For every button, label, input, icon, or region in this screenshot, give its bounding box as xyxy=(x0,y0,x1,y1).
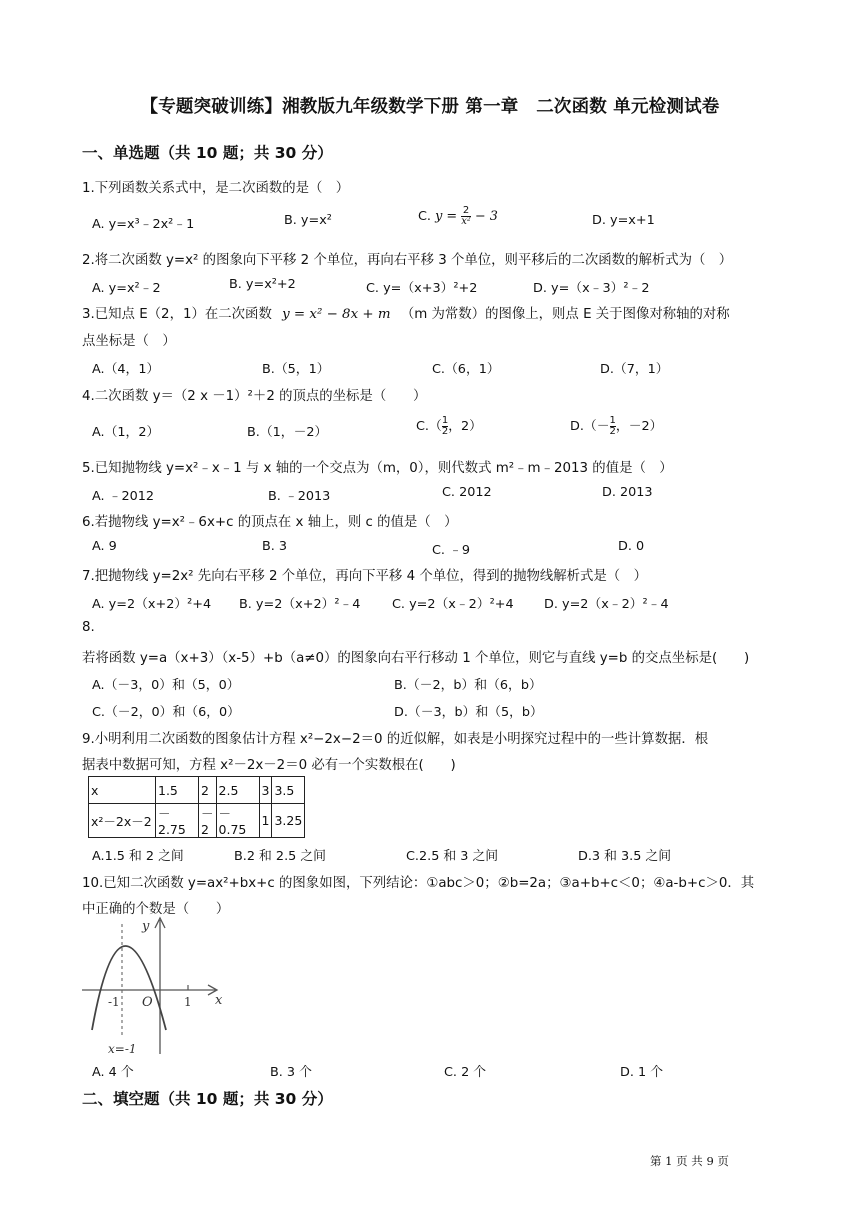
q3-option-c: C.（6，1） xyxy=(432,362,500,377)
q9-option-b: B.2 和 2.5 之间 xyxy=(234,849,326,864)
q10-option-a: A. 4 个 xyxy=(92,1065,134,1080)
tick-label-1: 1 xyxy=(184,995,192,1009)
symmetry-axis-label: x=-1 xyxy=(108,1042,137,1056)
question-3-stem-continued: 点坐标是（ ） xyxy=(82,334,176,349)
question-4-stem: 4.二次函数 y＝（2 x －1）²＋2 的顶点的坐标是（ ） xyxy=(82,389,427,404)
x-axis-label: x xyxy=(215,993,223,1008)
q1-option-b: B. y=x² xyxy=(284,213,332,228)
q5-option-b: B. ﹣2013 xyxy=(268,489,331,504)
table-cell: 2.5 xyxy=(216,777,259,804)
table-cell: x xyxy=(89,777,156,804)
q6-option-b: B. 3 xyxy=(262,539,288,554)
origin-label: O xyxy=(142,995,153,1010)
q1-option-d: D. y=x+1 xyxy=(592,213,655,228)
q3-option-a: A.（4，1） xyxy=(92,362,160,377)
q5-option-a: A. ﹣2012 xyxy=(92,489,155,504)
q4-option-d: D.（－ $\frac{1}{2}$ ，－2） xyxy=(570,415,663,437)
section-heading-single-choice: 一、单选题（共 10 题；共 30 分） xyxy=(82,144,333,162)
question-8-number: 8. xyxy=(82,620,95,635)
data-table xyxy=(88,776,305,838)
table-cell: 3.5 xyxy=(272,777,305,804)
page-footer: 第 1 页 共 9 页 xyxy=(650,1154,729,1168)
table-cell: 2 xyxy=(199,777,217,804)
q5-option-c: C. 2012 xyxy=(442,485,492,500)
parabola-graph xyxy=(78,912,228,1060)
table-row xyxy=(89,777,305,804)
question-9-stem-continued: 据表中数据可知，方程 x²－2x－2＝0 必有一个实数根在( ) xyxy=(82,758,456,773)
table-cell: －2.75 xyxy=(156,804,199,838)
q3-option-b: B.（5，1） xyxy=(262,362,330,377)
question-8-stem: 若将函数 y=a（x+3）（x-5）+b（a≠0）的图象向右平行移动 1 个单位，则它与直线 y=b 的交点坐标是( ) xyxy=(82,651,750,666)
y-axis-label: y xyxy=(142,919,150,934)
q2-option-c: C. y=（x+3）²+2 xyxy=(366,281,478,296)
question-3-stem: 3.已知点 E（2，1）在二次函数 y = x² − 8x + m （m 为常数）的图像上，则点 E 关于图像对称轴的对称 xyxy=(82,307,730,322)
q2-option-d: D. y=（x﹣3）²﹣2 xyxy=(533,281,650,296)
q7-option-d: D. y=2（x﹣2）²﹣4 xyxy=(544,597,669,612)
question-9-stem: 9.小明利用二次函数的图象估计方程 x²−2x−2＝0 的近似解，如表是小明探究过程中的一些计算数据．根 xyxy=(82,732,709,747)
table-cell: 1 xyxy=(259,804,272,838)
q7-option-b: B. y=2（x+2）²﹣4 xyxy=(239,597,361,612)
q8-option-c: C.（－2，0）和（6，0） xyxy=(92,705,240,720)
table-cell: －0.75 xyxy=(216,804,259,838)
q7-option-a: A. y=2（x+2）²+4 xyxy=(92,597,212,612)
table-cell: x²－2x－2 xyxy=(89,804,156,838)
q4-c-fraction: $\frac{1}{2}$ xyxy=(441,415,449,437)
q1-c-fraction: $\frac{2}{\text{x²}}$ xyxy=(461,205,471,227)
question-6-stem: 6.若抛物线 y=x²﹣6x+c 的顶点在 x 轴上，则 c 的值是（ ） xyxy=(82,515,458,530)
q1-option-c: C. y = $\frac{2}{\text{x²}}$ − 3 xyxy=(418,205,498,227)
question-7-stem: 7.把抛物线 y=2x² 先向右平移 2 个单位，再向下平移 4 个单位，得到的抛物线解析式是（ ） xyxy=(82,569,647,584)
q4-option-c: C.（ $\frac{1}{2}$ ，2） xyxy=(416,415,482,437)
q6-option-c: C. ﹣9 xyxy=(432,543,471,558)
q6-option-a: A. 9 xyxy=(92,539,117,554)
parabola-curve xyxy=(92,946,166,1030)
q4-option-b: B.（1，－2） xyxy=(247,425,328,440)
q9-option-d: D.3 和 3.5 之间 xyxy=(578,849,672,864)
q8-option-d: D.（－3，b）和（5，b） xyxy=(394,705,543,720)
q2-option-a: A. y=x²﹣2 xyxy=(92,281,161,296)
question-10-stem: 10.已知二次函数 y=ax²+bx+c 的图象如图，下列结论：①abc＞0；②b=2a；③a+b+c＜0；④a-b+c＞0．其 xyxy=(82,876,755,891)
question-1-stem: 1.下列函数关系式中，是二次函数的是（ ） xyxy=(82,181,350,196)
q6-option-d: D. 0 xyxy=(618,539,645,554)
question-5-stem: 5.已知抛物线 y=x²﹣x﹣1 与 x 轴的一个交点为（m，0），则代数式 m²﹣m﹣2013 的值是（ ） xyxy=(82,461,673,476)
q10-option-b: B. 3 个 xyxy=(270,1065,312,1080)
table-cell: 1.5 xyxy=(156,777,199,804)
q8-option-a: A.（－3，0）和（5，0） xyxy=(92,678,240,693)
q4-d-fraction: $\frac{1}{2}$ xyxy=(609,415,616,437)
page-title: 【专题突破训练】湘教版九年级数学下册 第一章 二次函数 单元检测试卷 xyxy=(140,97,720,117)
q3-option-d: D.（7，1） xyxy=(600,362,669,377)
q10-option-d: D. 1 个 xyxy=(620,1065,663,1080)
tick-label-neg1: -1 xyxy=(108,995,120,1009)
table-cell: －2 xyxy=(199,804,217,838)
q8-option-b: B.（－2，b）和（6，b） xyxy=(394,678,542,693)
question-10-stem-continued: 中正确的个数是（ ） xyxy=(82,902,230,917)
q5-option-d: D. 2013 xyxy=(602,485,653,500)
table-cell: 3 xyxy=(259,777,272,804)
q9-option-c: C.2.5 和 3 之间 xyxy=(406,849,499,864)
q7-option-c: C. y=2（x﹣2）²+4 xyxy=(392,597,514,612)
q4-option-a: A.（1，2） xyxy=(92,425,160,440)
q9-option-a: A.1.5 和 2 之间 xyxy=(92,849,184,864)
q2-option-b: B. y=x²+2 xyxy=(229,277,296,292)
table-cell: 3.25 xyxy=(272,804,305,838)
section-heading-fill-in: 二、填空题（共 10 题；共 30 分） xyxy=(82,1090,333,1108)
table-row xyxy=(89,804,305,838)
question-2-stem: 2.将二次函数 y=x² 的图象向下平移 2 个单位，再向右平移 3 个单位，则平移后的二次函数的解析式为（ ） xyxy=(82,253,733,268)
q1-option-a: A. y=x³﹣2x²﹣1 xyxy=(92,217,195,232)
q10-option-c: C. 2 个 xyxy=(444,1065,487,1080)
